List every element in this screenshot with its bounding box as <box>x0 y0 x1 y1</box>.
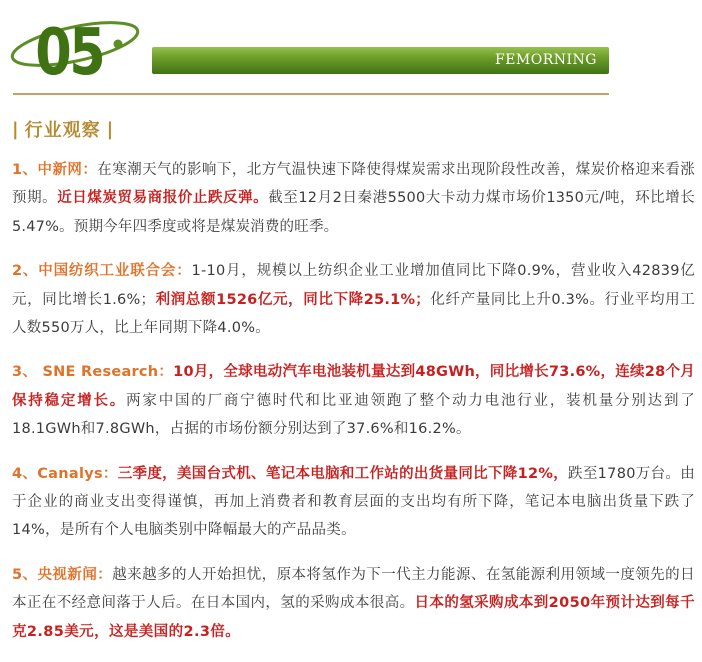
item-source: Canalys： <box>37 465 118 482</box>
logo-05-emblem <box>0 0 160 100</box>
item-source: 中新网： <box>37 162 98 178</box>
brand-name: FEMORNING <box>494 52 597 68</box>
title-bar-right: | <box>106 118 114 140</box>
news-item-1 <box>12 156 695 241</box>
section-number: 05 <box>35 14 104 90</box>
news-item-5 <box>12 561 695 646</box>
item-text: 1-10月，规模以上纺织企业工业增加值同比下降0.9%，营业收入42839亿元，同比增长1.6%； <box>12 263 696 308</box>
news-item-4 <box>12 460 695 545</box>
item-highlight: 日本的氢采购成本到2050年预计达到每千克2.85美元，这是美国的2.3倍。 <box>12 595 695 640</box>
news-list <box>12 156 695 662</box>
section-title-text: 行业观察 <box>24 120 101 141</box>
section-title <box>12 114 113 144</box>
item-source: 央视新闻： <box>37 566 113 583</box>
item-index: 3、 <box>12 364 38 381</box>
news-item-2 <box>12 257 695 342</box>
item-text: 化纤产量同比上升0.3%。行业平均用工人数550万人，比上年同期下降4.0%。 <box>12 291 695 337</box>
item-source: 中国纺织工业联合会： <box>38 263 192 280</box>
item-text: 截至12月2日秦港5500大卡动力煤市场价1350元/吨，环比增长5.47%。预期今年四季度或将是煤炭消费的旺季。 <box>12 190 695 235</box>
item-text: 两家中国的厂商宁德时代和比亚迪领跑了整个动力电池行业，装机量分别达到了18.1GWh和7.8GWh，占据的市场份额分别达到了37.6%和16.2%。 <box>12 392 695 438</box>
news-item-3 <box>12 358 695 443</box>
header-bar <box>152 47 609 74</box>
item-text: 在寒潮天气的影响下，北方气温快速下降使得煤炭需求出现阶段性改善，煤炭价格迎来看涨预期。 <box>12 162 695 207</box>
item-highlight: 三季度，美国台式机、笔记本电脑和工作站的出货量同比下降12%， <box>117 465 569 482</box>
item-source: SNE Research： <box>37 364 174 381</box>
item-index: 5、 <box>12 566 38 583</box>
item-highlight: 近日煤炭贸易商报价止跌反弹。 <box>57 190 269 207</box>
item-index: 2、 <box>12 263 39 280</box>
item-index: 4、 <box>12 465 38 482</box>
item-text: 越来越多的人开始担忧，原本将氢作为下一代主力能源、在氢能源利用领域一度领先的日本正在不经意间落于人后。在日本国内，氢的采购成本很高。 <box>12 566 696 612</box>
item-index: 1、 <box>12 162 38 178</box>
item-highlight: 利润总额1526亿元，同比下降25.1%； <box>155 291 430 308</box>
item-text: 跌至1780万台。由于企业的商业支出变得谨慎，再加上消费者和教育层面的支出均有所下降，笔记本电脑出货量下跌了14%，是所有个人电脑类别中降幅最大的产品品类。 <box>12 465 695 539</box>
item-highlight: 10月，全球电动汽车电池装机量达到48GWh，同比增长73.6%，连续28个月保持稳定增长。 <box>12 364 695 409</box>
header-banner <box>0 0 702 112</box>
divider-line <box>13 93 609 95</box>
title-bar-left: | <box>12 118 19 140</box>
